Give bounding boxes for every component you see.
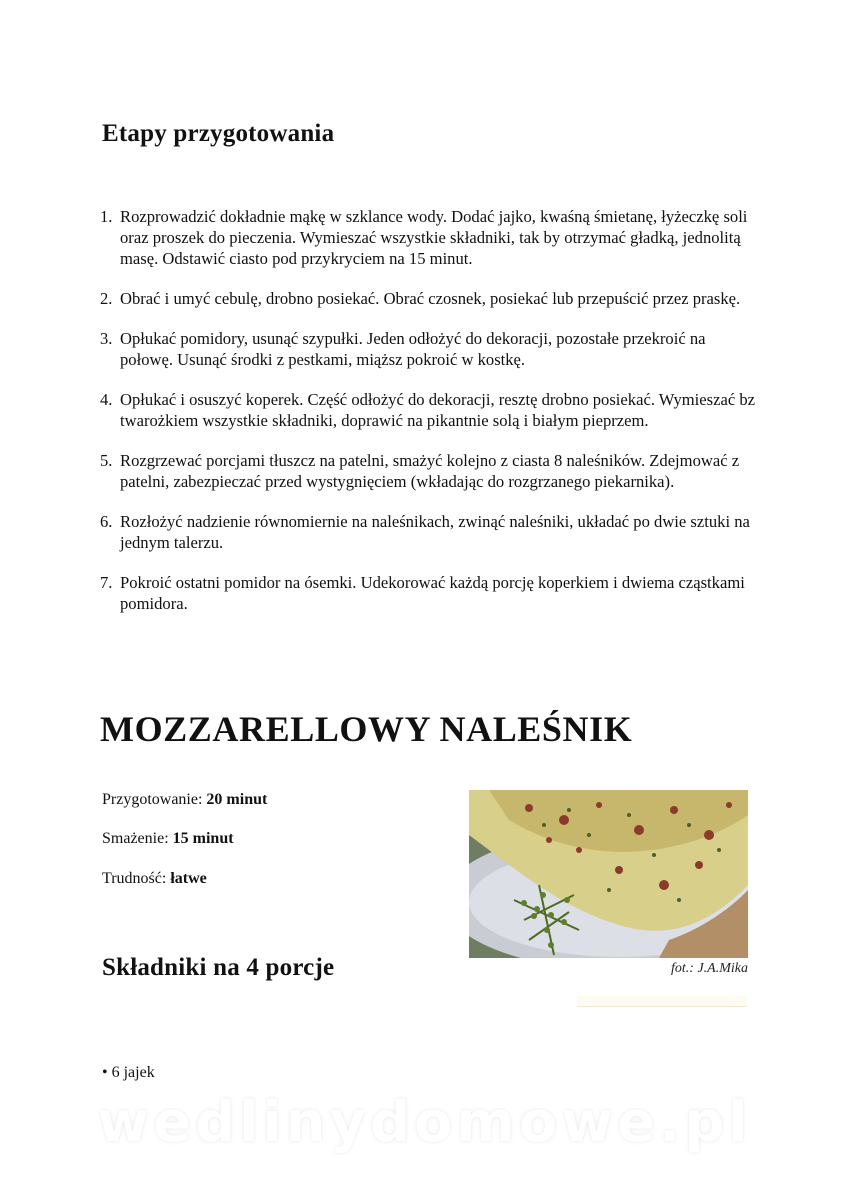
step-text: Opłukać i osuszyć koperek. Część odłożyć do dekoracji, resztę drobno posiekać. Wymieszać bz twarożkiem wszystkie składniki, doprawić na pikantnie solą i białym pieprzem. <box>120 390 756 430</box>
step-item <box>100 389 760 431</box>
fry-time-value: 15 minut <box>172 830 234 847</box>
step-item <box>100 288 760 309</box>
prep-time <box>102 791 267 809</box>
section-title: Etapy przygotowania <box>102 120 335 147</box>
step-text: Pokroić ostatni pomidor na ósemki. Udekorować każdą porcję koperkiem i dwiema cząstkami pomidora. <box>120 573 745 613</box>
photo-caption: fot.: J.A.Mika <box>671 961 748 976</box>
fry-time-label: Smażenie: <box>102 830 169 847</box>
step-item <box>100 511 760 553</box>
ingredients-title: Składniki na 4 porcje <box>102 954 335 981</box>
prep-time-value: 20 minut <box>206 791 268 808</box>
step-text: Obrać i umyć cebulę, drobno posiekać. Obrać czosnek, posiekać lub przepuścić przez praskę. <box>120 289 741 308</box>
step-number: 3. <box>100 329 113 348</box>
step-item <box>100 572 760 614</box>
step-item <box>100 206 760 269</box>
step-item <box>100 328 760 370</box>
caption-underline <box>577 996 747 1007</box>
step-item <box>100 450 760 492</box>
ingredient-item: • 6 jajek <box>102 1064 155 1081</box>
prep-time-label: Przygotowanie: <box>102 791 203 808</box>
step-number: 2. <box>100 289 113 308</box>
fry-time <box>102 830 234 848</box>
difficulty-value: łatwe <box>170 870 207 887</box>
omelette-illustration <box>469 790 748 958</box>
step-number: 1. <box>100 207 113 226</box>
step-text: Rozłożyć nadzienie równomiernie na naleśnikach, zwinąć naleśniki, układać po dwie sztuki na jednym talerzu. <box>120 512 750 552</box>
step-text: Rozprowadzić dokładnie mąkę w szklance wody. Dodać jajko, kwaśną śmietanę, łyżeczkę soli oraz proszek do pieczenia. Wymieszać wszystkie składniki, tak by otrzymać gładką, jednolitą masę. Odstawić ciasto pod przykryciem na 15 minut. <box>120 207 748 268</box>
ingredients-list <box>102 1064 155 1082</box>
step-number: 6. <box>100 512 113 531</box>
step-number: 5. <box>100 451 113 470</box>
step-text: Rozgrzewać porcjami tłuszcz na patelni, smażyć kolejno z ciasta 8 naleśników. Zdejmować z patelni, zabezpieczać przed wystygnięciem (wkładając do rozgrzanego piekarnika). <box>120 451 740 491</box>
steps-list <box>100 206 760 633</box>
step-text: Opłukać pomidory, usunąć szypułki. Jeden odłożyć do dekoracji, pozostałe przekroić na połowę. Usunąć środki z pestkami, miąższ pokroić w kostkę. <box>120 329 706 369</box>
difficulty <box>102 870 207 888</box>
step-number: 4. <box>100 390 113 409</box>
recipe-photo <box>469 790 748 958</box>
recipe-title: MOZZARELLOWY NALEŚNIK <box>100 709 633 749</box>
watermark: wedlinydomowe.pl <box>97 1090 752 1155</box>
difficulty-label: Trudność: <box>102 870 167 887</box>
step-number: 7. <box>100 573 113 592</box>
